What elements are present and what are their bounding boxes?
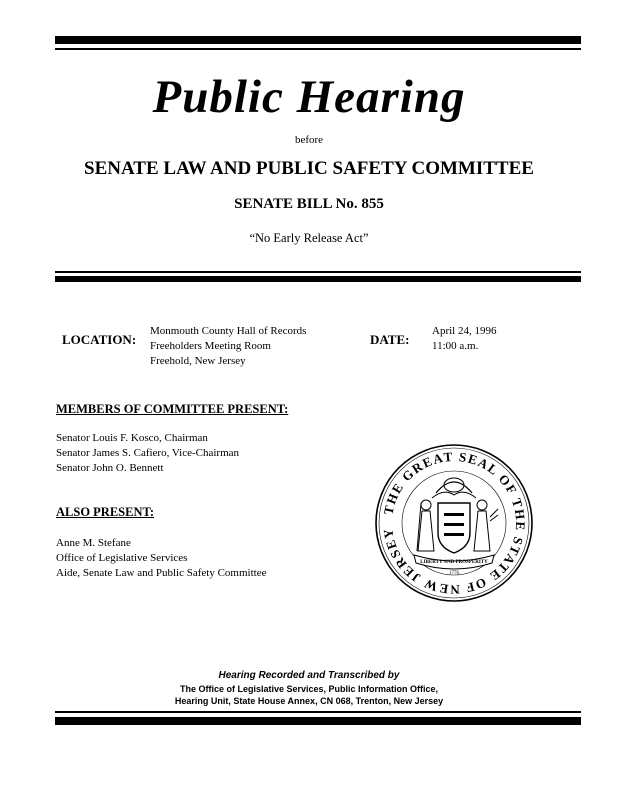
- top-rule-thick: [55, 36, 581, 44]
- also-present-line: Office of Legislative Services: [56, 552, 188, 564]
- bill-number: SENATE BILL No. 855: [234, 196, 384, 212]
- act-name: “No Early Release Act”: [249, 231, 369, 245]
- bottom-rule-thick: [55, 717, 581, 725]
- member-name: Senator Louis F. Kosco, Chairman: [56, 432, 208, 444]
- location-label: LOCATION:: [62, 332, 137, 347]
- mid-rule-thin: [55, 271, 581, 273]
- mid-rule-thick: [55, 276, 581, 282]
- location-line: Monmouth County Hall of Records: [150, 325, 307, 337]
- also-present-heading: ALSO PRESENT:: [56, 505, 155, 519]
- bottom-rule-thin: [55, 711, 581, 713]
- date-block: [432, 324, 496, 354]
- date-line: April 24, 1996: [432, 325, 497, 337]
- location-line: Freehold, New Jersey: [150, 355, 246, 367]
- top-rule-thin: [55, 48, 581, 50]
- date-line: 11:00 a.m.: [432, 340, 479, 352]
- also-present-line: Anne M. Stefane: [56, 537, 131, 549]
- member-name: Senator James S. Cafiero, Vice-Chairman: [56, 447, 240, 459]
- seal-year-text: 1776: [449, 571, 459, 576]
- document-title: Public Hearing: [152, 71, 466, 123]
- date-label: DATE:: [370, 332, 410, 347]
- location-line: Freeholders Meeting Room: [150, 340, 271, 352]
- seal-ribbon-text: LIBERTY AND PROSPERITY: [420, 560, 488, 565]
- member-name: Senator John O. Bennett: [56, 462, 164, 474]
- members-heading: MEMBERS OF COMMITTEE PRESENT:: [56, 402, 289, 416]
- footer-title: Hearing Recorded and Transcribed by: [218, 670, 400, 681]
- also-present-line: Aide, Senate Law and Public Safety Committee: [56, 567, 267, 579]
- location-block: [150, 324, 306, 369]
- also-present-list: [56, 536, 266, 581]
- members-list: [56, 431, 239, 476]
- before-text: before: [294, 134, 324, 146]
- committee-name: SENATE LAW AND PUBLIC SAFETY COMMITTEE: [84, 158, 534, 179]
- seal-text: THE GREAT SEAL OF THE STATE OF NEW JERSEY: [380, 448, 529, 598]
- state-seal-icon: [374, 443, 534, 603]
- footer-line: Hearing Unit, State House Annex, CN 068, Trenton, New Jersey: [174, 696, 444, 706]
- footer-line: The Office of Legislative Services, Public Information Office,: [179, 684, 439, 694]
